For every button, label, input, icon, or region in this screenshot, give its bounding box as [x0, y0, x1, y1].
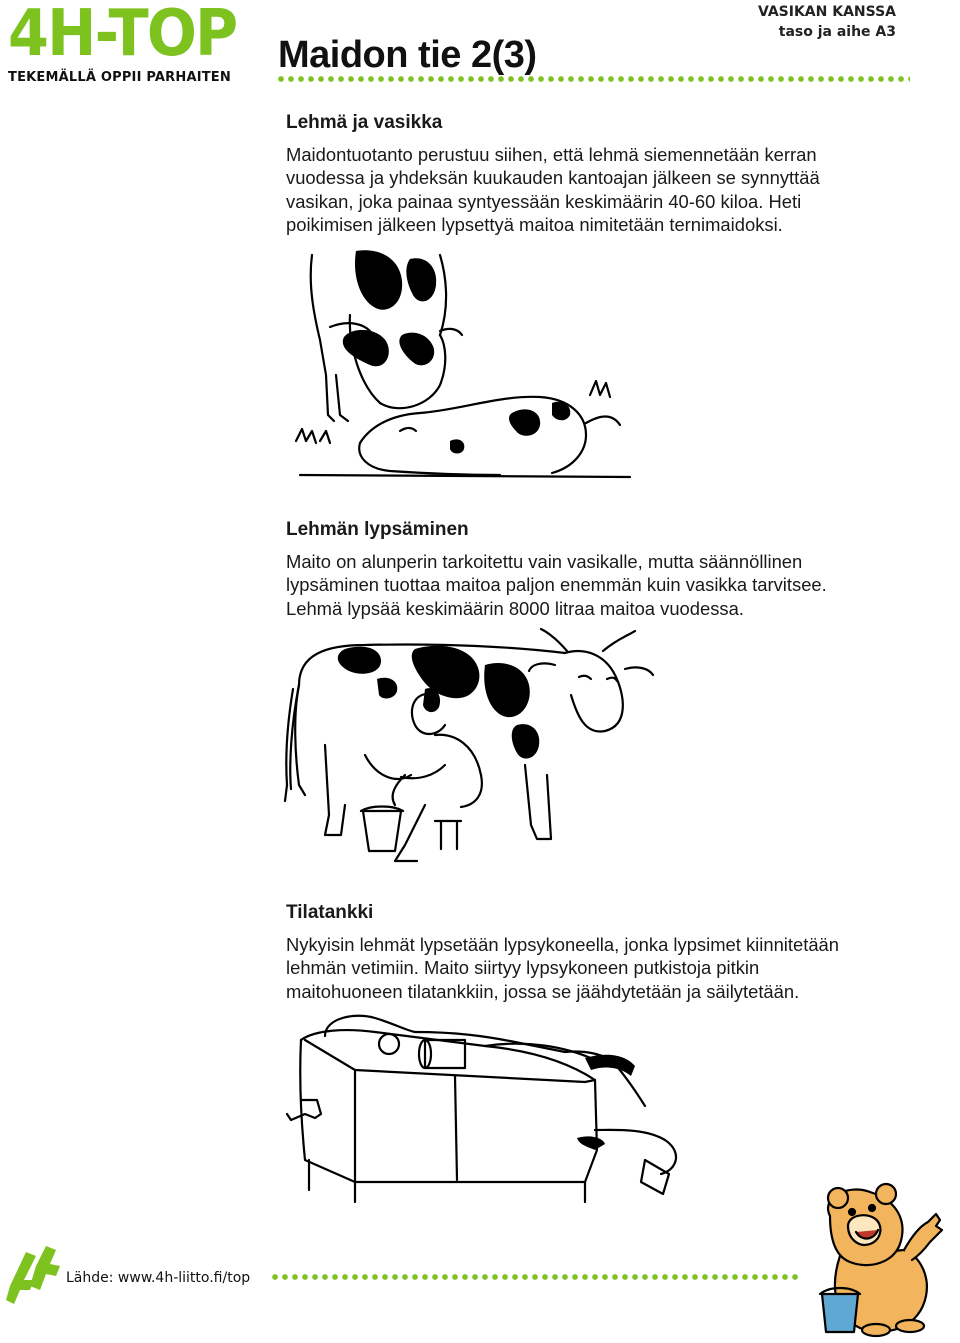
footer-divider — [270, 1274, 798, 1280]
header-divider — [276, 76, 910, 82]
section-text-milking: Maito on alunperin tarkoitettu vain vasikalle, mutta säännöllinen lypsäminen tuottaa maitoa paljon enemmän kuin vasikka tarvitsee. Lehmä lypsää keskimäärin 8000 litraa maitoa vuodessa. — [286, 551, 827, 619]
milking-cow-illustration — [285, 625, 660, 875]
cow-and-calf-illustration — [290, 245, 635, 485]
section-heading-cow-and-calf: Lehmä ja vasikka — [286, 112, 443, 133]
series-label: VASIKAN KANSSA — [757, 4, 896, 20]
page-title: Maidon tie 2(3) — [278, 34, 537, 76]
brand-tagline: TEKEMÄLLÄ OPPII PARHAITEN — [8, 70, 231, 85]
brand-logo: 4H-TOP — [8, 0, 237, 71]
level-label: taso ja aihe A3 — [778, 24, 896, 40]
source-credit: Lähde: www.4h-liitto.fi/top — [66, 1270, 251, 1286]
bear-mascot-icon — [800, 1186, 950, 1336]
milk-tank-illustration — [285, 1010, 685, 1210]
section-heading-milking: Lehmän lypsäminen — [286, 519, 469, 540]
section-text-milk-tank: Nykyisin lehmät lypsetään lypsykoneella, jonka lypsimet kiinnitetään lehmän vetimiin. Maito siirtyy lypsykoneen putkistoja pitkin maitohuoneen tilatankkiin, jossa se jäähdytetään ja säilytetään. — [286, 934, 840, 1002]
section-text-cow-and-calf: Maidontuotanto perustuu siihen, että lehmä siemennetään kerran vuodessa ja yhdeksän kuukauden kantoajan jälkeen se synnyttää vasikan, joka painaa syntyessään keskimäärin 40-60 kiloa. Heti poikimisen jälkeen lypsettyä maitoa nimitetään ternimaidoksi. — [286, 144, 820, 236]
footer-4h-logo-icon — [6, 1246, 60, 1306]
section-heading-milk-tank: Tilatankki — [286, 902, 374, 923]
